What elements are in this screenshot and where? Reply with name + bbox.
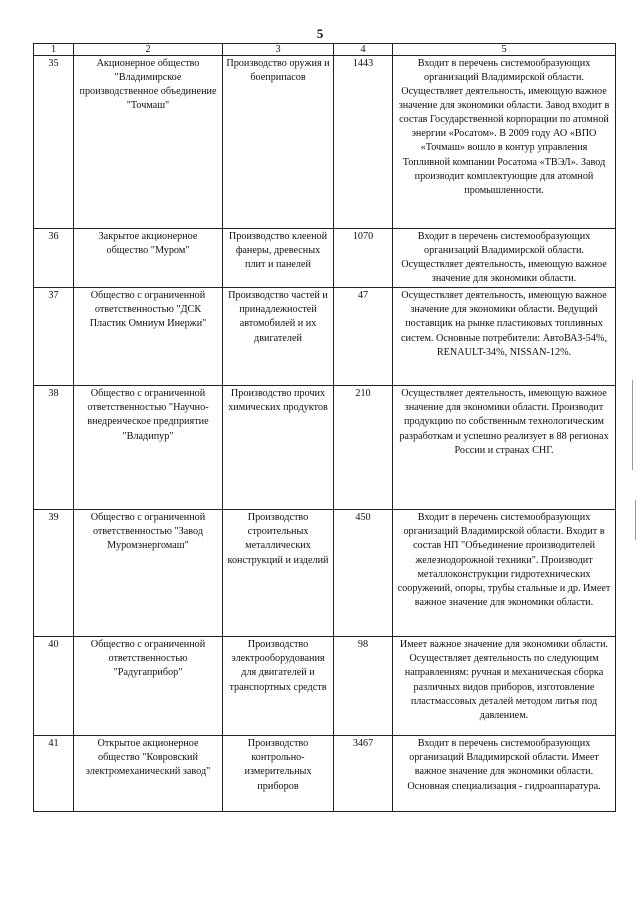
- header-col-2: 2: [74, 44, 223, 56]
- organization-note: Входит в перечень системообразующих организаций Владимирской области. Входит в состав НП "Объединение производителей железнодорожной техники". Производит металлоконструкции гидротехнических сооружений, опоры, трубы стальные и др. Имеет важное значение для экономики области.: [393, 510, 616, 637]
- row-number: 41: [34, 736, 74, 812]
- header-col-5: 5: [393, 44, 616, 56]
- table-row: [34, 386, 616, 510]
- header-col-1: 1: [34, 44, 74, 56]
- row-number: 37: [34, 288, 74, 386]
- organization-name: Общество с ограниченной ответственностью "Радугаприбор": [74, 637, 223, 736]
- header-col-3: 3: [223, 44, 334, 56]
- organization-name: Общество с ограниченной ответственностью "Завод Муромэнергомаш": [74, 510, 223, 637]
- employee-count: 47: [334, 288, 393, 386]
- organization-note: Имеет важное значение для экономики области. Осуществляет деятельность по следующим направлениям: ручная и механическая сборка различных видов приборов, изготовление пластмассовых деталей методом литья под давлением.: [393, 637, 616, 736]
- organization-name: Общество с ограниченной ответственностью "ДСК Пластик Омниум Инержи": [74, 288, 223, 386]
- organization-note: Осуществляет деятельность, имеющую важное значение для экономики области. Производит продукцию по собственным технологическим разработкам и успешно реализует в 88 регионах России и странах СНГ.: [393, 386, 616, 510]
- employee-count: 98: [334, 637, 393, 736]
- row-number: 39: [34, 510, 74, 637]
- organization-note: Входит в перечень системообразующих организаций Владимирской области. Имеет важное значение для экономики области. Основная специализация - гидроаппаратура.: [393, 736, 616, 812]
- activity-type: Производство клееной фанеры, древесных плит и панелей: [223, 229, 334, 288]
- table-row: [34, 510, 616, 637]
- employee-count: 450: [334, 510, 393, 637]
- organization-note: Входит в перечень системообразующих организаций Владимирской области. Осуществляет деятельность, имеющую важное значение для экономики области. Завод входит в состав Государственной корпорации по атомной энергии «Росатом». В 2009 году АО «ВПО «Точмаш» вошло в контур управления Топливной компании Росатома «ТВЭЛ». Завод производит комплектующие для атомной промышленности.: [393, 56, 616, 229]
- organization-name: Открытое акционерное общество "Ковровский электромеханический завод": [74, 736, 223, 812]
- row-number: 38: [34, 386, 74, 510]
- employee-count: 210: [334, 386, 393, 510]
- employee-count: 1070: [334, 229, 393, 288]
- activity-type: Производство частей и принадлежностей автомобилей и их двигателей: [223, 288, 334, 386]
- scan-artifact-line: [635, 500, 636, 540]
- row-number: 35: [34, 56, 74, 229]
- enterprise-table: [33, 43, 616, 812]
- activity-type: Производство прочих химических продуктов: [223, 386, 334, 510]
- table-row: [34, 288, 616, 386]
- row-number: 40: [34, 637, 74, 736]
- organization-note: Входит в перечень системообразующих организаций Владимирской области. Осуществляет деятельность, имеющую важное значение для экономики области.: [393, 229, 616, 288]
- scan-artifact-line: [632, 380, 633, 470]
- activity-type: Производство строительных металлических конструкций и изделий: [223, 510, 334, 637]
- table-row: [34, 56, 616, 229]
- employee-count: 3467: [334, 736, 393, 812]
- organization-name: Общество с ограниченной ответственностью "Научно-внедренческое предприятие "Владипур": [74, 386, 223, 510]
- activity-type: Производство электрооборудования для двигателей и транспортных средств: [223, 637, 334, 736]
- row-number: 36: [34, 229, 74, 288]
- organization-note: Осуществляет деятельность, имеющую важное значение для экономики области. Ведущий поставщик на рынке пластиковых топливных систем. Основные потребители: АвтоВАЗ-54%, RENAULT-34%, NISSAN-12%.: [393, 288, 616, 386]
- activity-type: Производство оружия и боеприпасов: [223, 56, 334, 229]
- table-row: [34, 637, 616, 736]
- table-row: [34, 229, 616, 288]
- table-header-row: [34, 44, 616, 56]
- organization-name: Закрытое акционерное общество "Муром": [74, 229, 223, 288]
- organization-name: Акционерное общество "Владимирское производственное объединение "Точмаш": [74, 56, 223, 229]
- header-col-4: 4: [334, 44, 393, 56]
- activity-type: Производство контрольно-измерительных приборов: [223, 736, 334, 812]
- page-number: 5: [316, 26, 324, 41]
- employee-count: 1443: [334, 56, 393, 229]
- table-row: [34, 736, 616, 812]
